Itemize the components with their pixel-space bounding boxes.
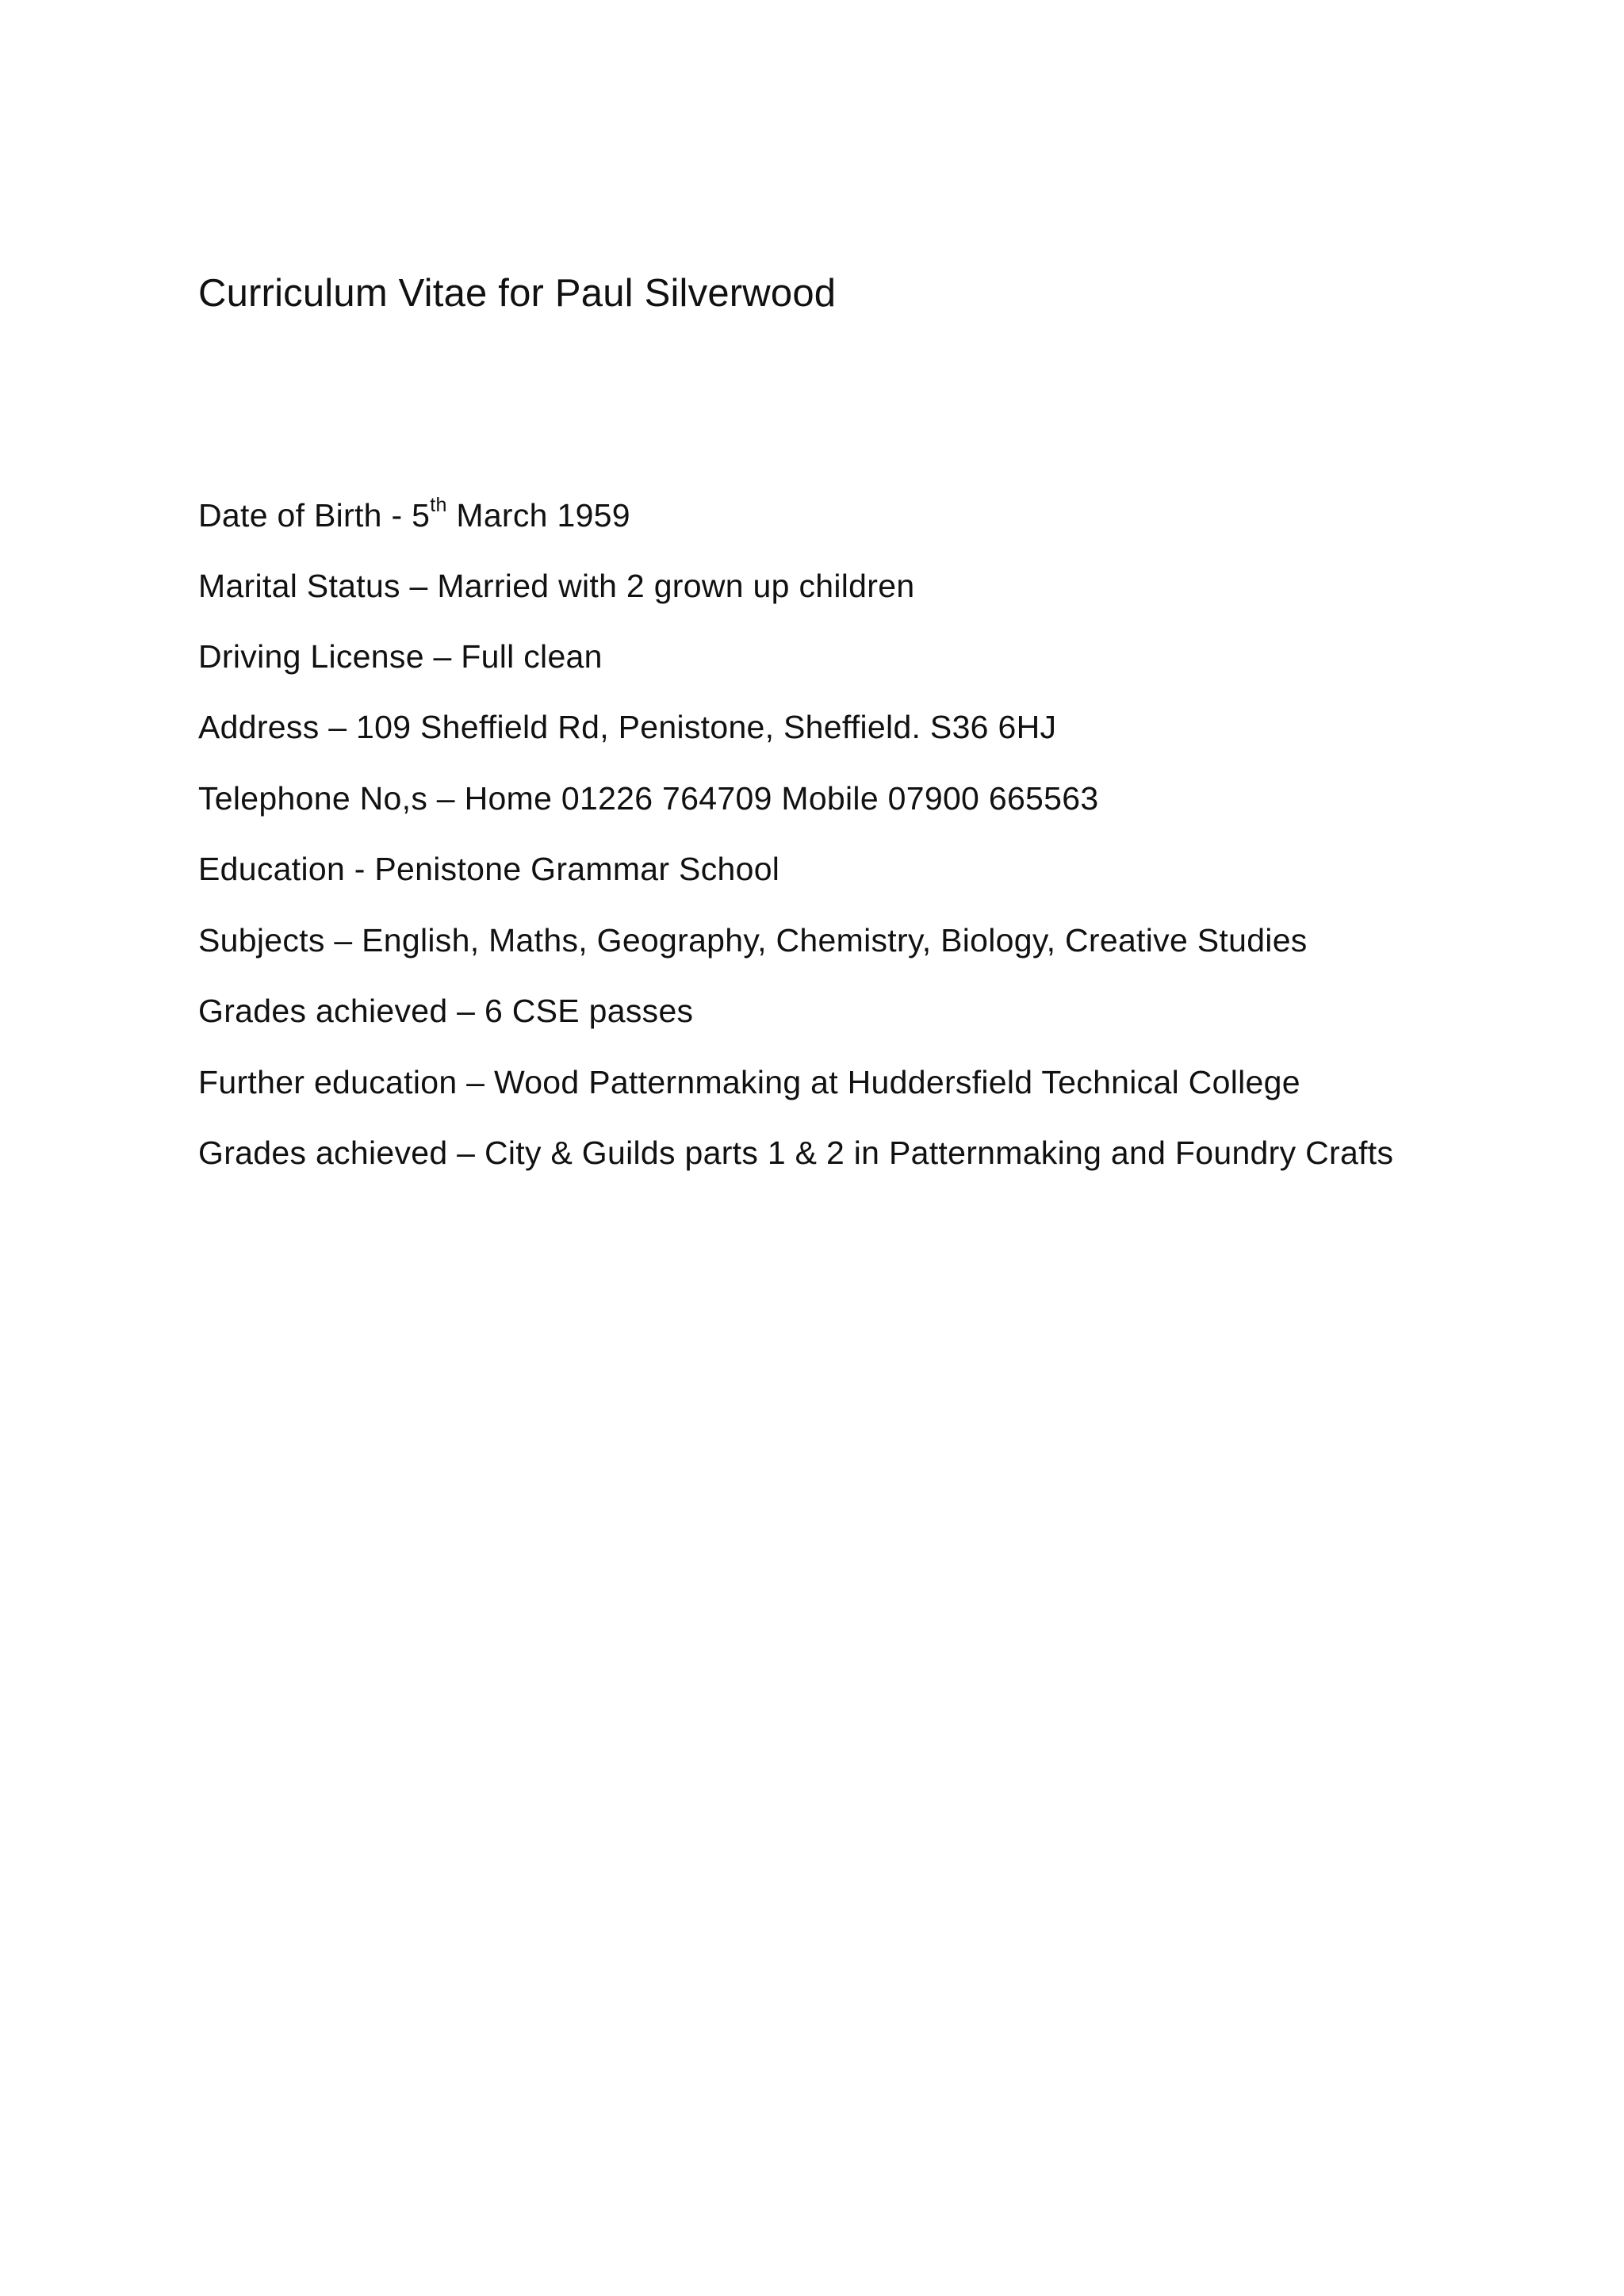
dob-month-year: March 1959	[446, 497, 630, 534]
dob-prefix: Date of Birth - 5	[198, 497, 431, 534]
driving-license-line: Driving License – Full clean	[198, 638, 603, 675]
document-title: Curriculum Vitae for Paul Silverwood	[198, 272, 837, 315]
subjects-line: Subjects – English, Maths, Geography, Chemistry, Biology, Creative Studies	[198, 922, 1308, 959]
further-education-line: Further education – Wood Patternmaking at Huddersfield Technical College	[198, 1064, 1300, 1100]
date-of-birth-line	[198, 496, 630, 535]
telephone-line: Telephone No,s – Home 01226 764709 Mobile 07900 665563	[198, 780, 1099, 817]
marital-status-line: Marital Status – Married with 2 grown up children	[198, 568, 915, 604]
education-line: Education - Penistone Grammar School	[198, 851, 780, 887]
further-grades-line: Grades achieved – City & Guilds parts 1 & 2 in Patternmaking and Foundry Crafts	[198, 1135, 1394, 1171]
dob-ordinal-suffix: th	[430, 494, 447, 517]
grades-achieved-line: Grades achieved – 6 CSE passes	[198, 993, 694, 1029]
address-line: Address – 109 Sheffield Rd, Penistone, Sheffield. S36 6HJ	[198, 709, 1057, 745]
